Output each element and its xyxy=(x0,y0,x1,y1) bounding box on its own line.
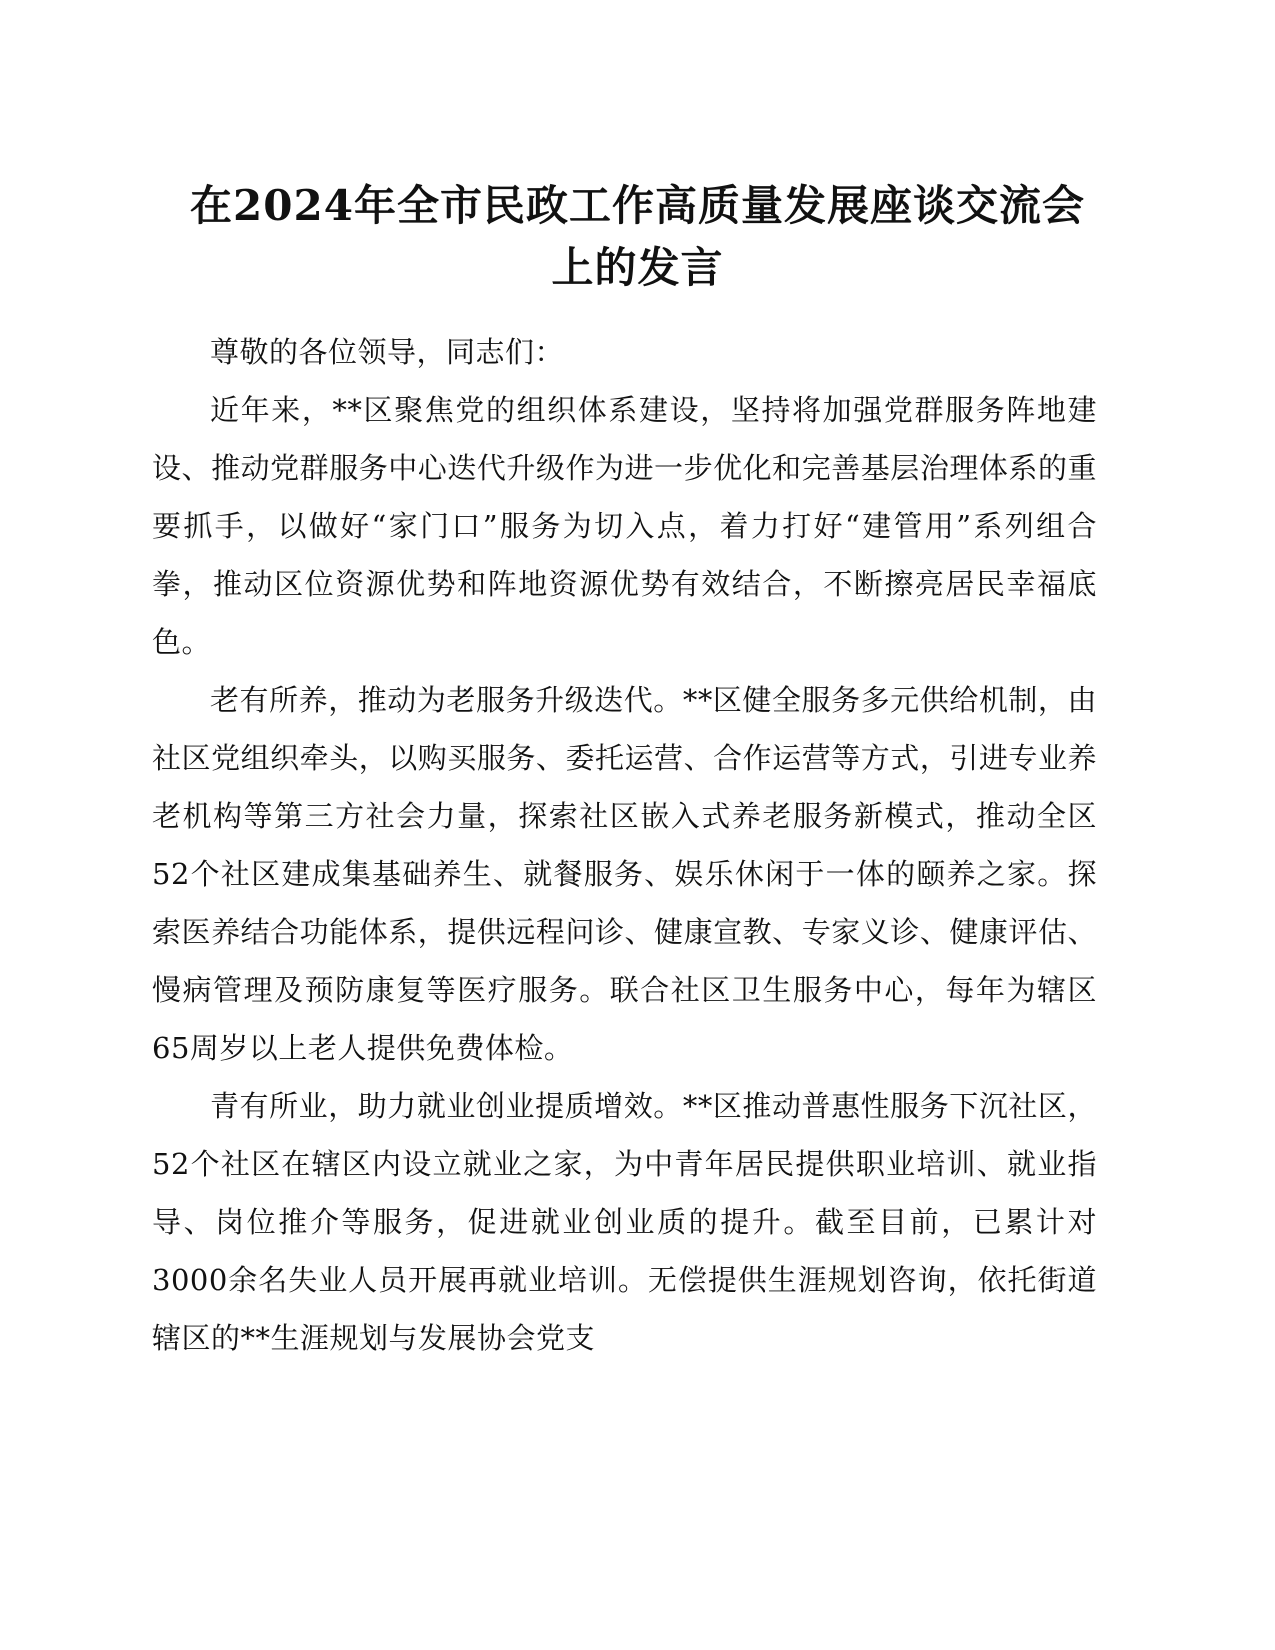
paragraph-employment: 青有所业，助力就业创业提质增效。**区推动普惠性服务下沉社区，52个社区在辖区内设立就业之家，为中青年居民提供职业培训、就业指导、岗位推介等服务，促进就业创业质的提升。截至目前，已累计对3000余名失业人员开展再就业培训。无偿提供生涯规划咨询，依托街道辖区的**生涯规划与发展协会党支 xyxy=(152,1089,1097,1355)
title-line-2: 上的发言 xyxy=(551,243,724,292)
title-line-1: 在2024年全市民政工作高质量发展座谈交流会 xyxy=(190,181,1085,230)
paragraph-elderly-care: 老有所养，推动为老服务升级迭代。**区健全服务多元供给机制，由社区党组织牵头，以购买服务、委托运营、合作运营等方式，引进专业养老机构等第三方社会力量，探索社区嵌入式养老服务新模式，推动全区52个社区建成集基础养生、就餐服务、娱乐休闲于一体的颐养之家。探索医养结合功能体系，提供远程问诊、健康宣教、专家义诊、健康评估、慢病管理及预防康复等医疗服务。联合社区卫生服务中心，每年为辖区65周岁以上老人提供免费体检。 xyxy=(152,683,1097,1065)
salutation: 尊敬的各位领导，同志们： xyxy=(210,335,565,369)
paragraph-intro: 近年来，**区聚焦党的组织体系建设，坚持将加强党群服务阵地建设、推动党群服务中心迭代升级作为进一步优化和完善基层治理体系的重要抓手，以做好“家门口”服务为切入点，着力打好“建管用”系列组合拳，推动区位资源优势和阵地资源优势有效结合，不断擦亮居民幸福底色。 xyxy=(152,393,1097,659)
document-body xyxy=(152,323,1097,1367)
document-title xyxy=(120,175,1155,299)
